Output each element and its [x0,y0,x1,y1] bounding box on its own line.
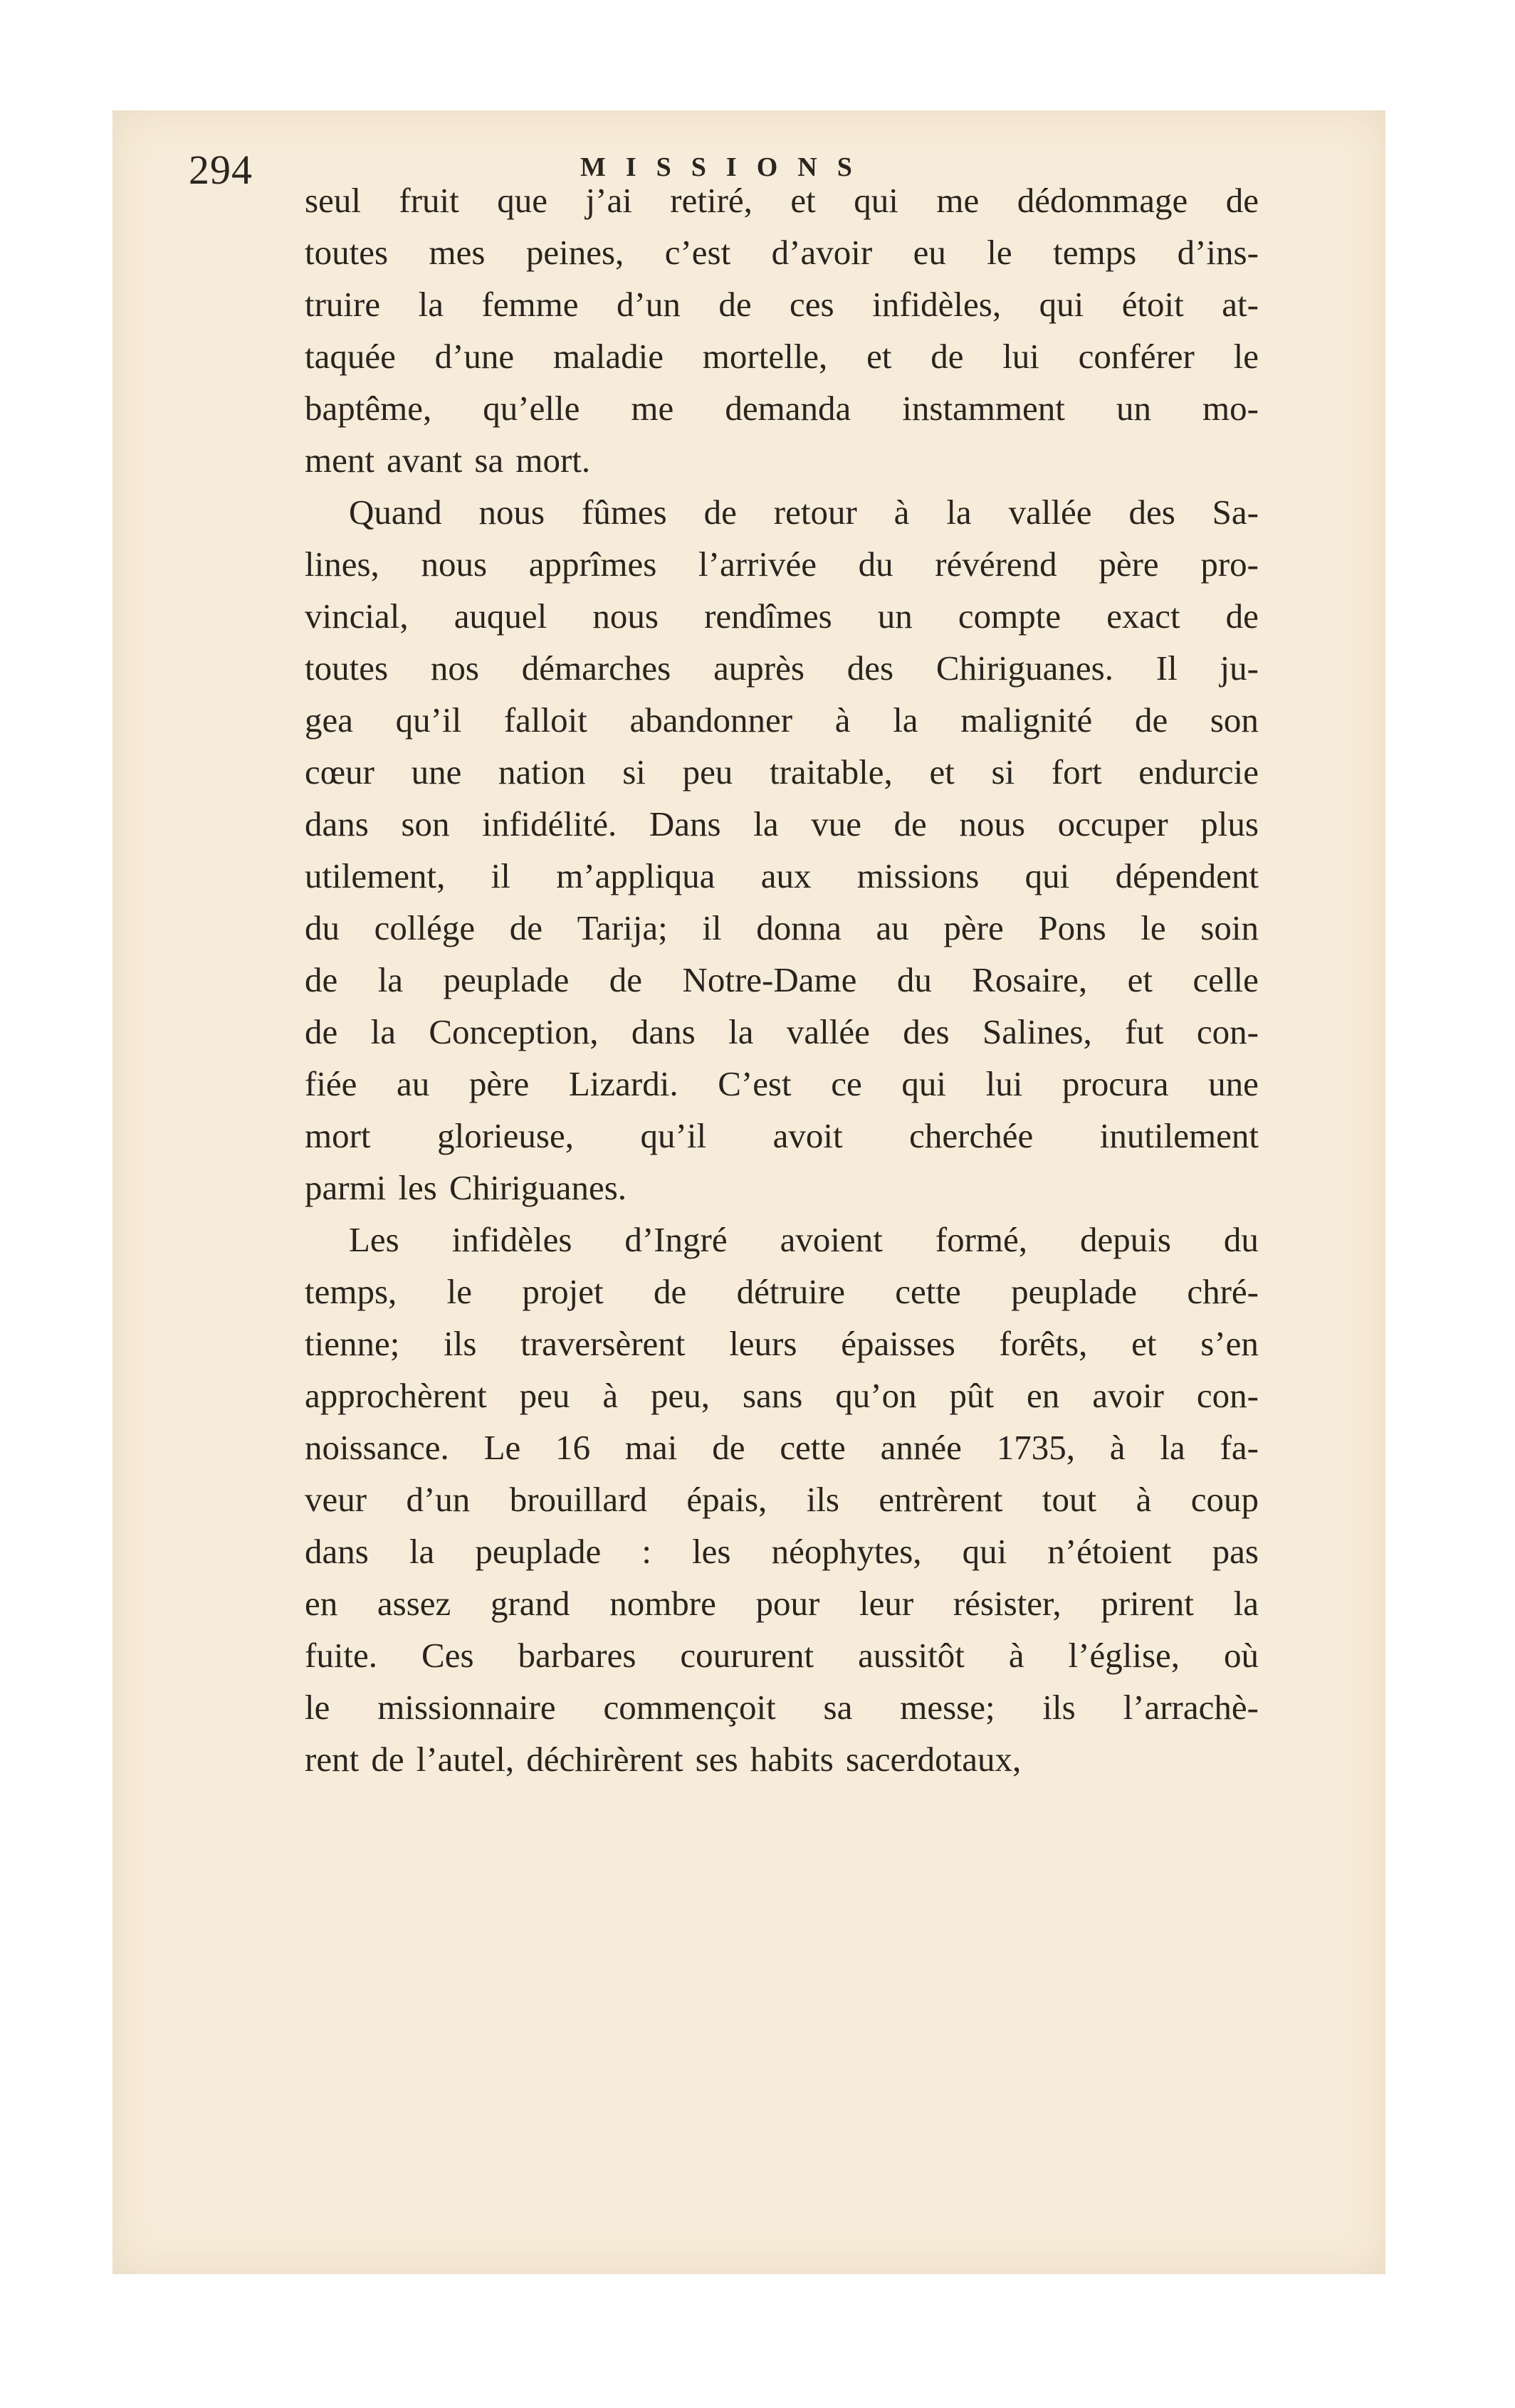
word: 1735, [996,1428,1075,1467]
word: sa [474,441,504,480]
word: le [305,1688,330,1727]
word: tienne; [305,1324,400,1363]
word: la [418,285,444,324]
word: un [877,596,913,636]
word: la [946,493,972,532]
word: qu’il [640,1116,707,1155]
word: en [305,1584,338,1623]
text-line [305,278,1259,330]
word: père [468,1064,530,1103]
word: collége [374,908,476,947]
word: ils [1042,1688,1076,1727]
word: fiée [305,1064,357,1103]
word: de [1225,596,1259,636]
word: Conception, [429,1012,599,1051]
text-line [305,1681,1259,1733]
word: habits [750,1740,834,1779]
word: d’un [406,1480,471,1519]
text-line [305,330,1259,382]
word: et [1127,960,1153,999]
word: auquel [454,596,547,636]
word: pas [1212,1532,1259,1571]
word: peuplade [475,1532,602,1571]
text-line [305,798,1259,850]
word: at- [1222,285,1259,324]
text-line [305,1421,1259,1473]
word: barbares [518,1636,636,1675]
word: femme [481,285,579,324]
text-line [305,746,1259,798]
word: noissance. [305,1428,449,1467]
word: du [1223,1220,1259,1259]
word: grand [490,1584,570,1623]
word: mortelle, [702,337,828,376]
word: toutes [305,648,389,688]
word: révérend [935,545,1057,584]
word: peuplade [1011,1272,1137,1311]
word: des [903,1012,950,1051]
word: con- [1196,1376,1259,1415]
word: aux [760,856,812,895]
text-line [305,1577,1259,1629]
word: dans [305,804,369,843]
text-line [305,1525,1259,1577]
word: à [602,1376,619,1415]
word: malignité [960,700,1093,740]
word: seul [305,181,361,220]
word: et [929,752,955,792]
word: de [371,1740,404,1779]
word: nombre [609,1584,716,1623]
word: Les [349,1220,399,1259]
word: les [692,1532,731,1571]
word: père [1099,545,1159,584]
word: ce [831,1064,862,1103]
word: lui [985,1064,1023,1103]
text-line [305,174,1259,226]
word: cette [780,1428,846,1467]
word: donna [756,908,842,947]
word: déchirèrent [526,1740,683,1779]
word: d’avoir [771,233,873,272]
word: de [718,285,752,324]
word: maladie [552,337,664,376]
word: toutes [305,233,389,272]
word: où [1224,1636,1259,1675]
word: à [834,700,851,740]
word: vallée [1008,493,1092,532]
word: et [1131,1324,1157,1363]
word: si [622,752,646,792]
word: peu, [651,1376,711,1415]
page-number: 294 [189,147,253,193]
word: avant [387,441,463,480]
word: veur [305,1480,367,1519]
word: fut [1125,1012,1164,1051]
word: que [497,181,548,220]
word: dans [631,1012,696,1051]
word: qui [1024,856,1070,895]
word: sa [823,1688,853,1727]
text-line [305,1162,1259,1214]
word: plus [1200,804,1259,843]
word: aussitôt [858,1636,965,1675]
word: assez [377,1584,451,1623]
word: Lizardi. [568,1064,678,1103]
word: nous [592,596,659,636]
word: la [377,960,404,999]
word: infidélité. [482,804,617,843]
word: fruit [399,181,459,220]
text-line [305,694,1259,746]
word: con- [1196,1012,1259,1051]
word: un [1116,389,1151,428]
text-line [305,1110,1259,1162]
word: de [509,908,542,947]
text-line [305,1266,1259,1318]
word: résister, [953,1584,1061,1623]
word: avoient [780,1220,883,1259]
text-line [305,1318,1259,1369]
word: fuite. [305,1636,378,1675]
word: infidèles [451,1220,572,1259]
word: m’appliqua [556,856,715,895]
text-line [305,434,1259,486]
word: temps, [305,1272,397,1311]
word: le [1141,908,1166,947]
word: qui [962,1532,1007,1571]
text-line [305,1214,1259,1266]
text-line [305,382,1259,434]
word: le [1233,337,1259,376]
word: parmi [305,1168,387,1207]
word: peu [682,752,733,792]
word: procura [1061,1064,1169,1103]
word: à [1008,1636,1024,1675]
word: des [846,648,894,688]
word: utilement, [305,856,446,895]
word: nos [430,648,479,688]
word: projet [522,1272,604,1311]
word: détruire [736,1272,845,1311]
word: Sa- [1212,493,1259,532]
word: Il [1155,648,1178,688]
text-line [305,1473,1259,1525]
word: peuplade [443,960,570,999]
word: de [654,1272,687,1311]
word: de [703,493,737,532]
word: et [866,337,892,376]
word: cette [895,1272,961,1311]
word: qu’on [835,1376,917,1415]
word: Chiriguanes. [449,1168,627,1207]
word: une [411,752,462,792]
word: approchèrent [305,1376,487,1415]
word: étoit [1121,285,1184,324]
word: tout [1042,1480,1097,1519]
word: peu [519,1376,570,1415]
word: falloit [503,700,587,740]
word: les [398,1168,437,1207]
word: de [609,960,643,999]
word: vallée [786,1012,870,1051]
word: à [1109,1428,1126,1467]
word: abandonner [629,700,793,740]
word: ju- [1220,648,1259,688]
word: avoit [772,1116,843,1155]
word: Notre-Dame [682,960,857,999]
word: d’une [434,337,515,376]
word: dédommage [1017,181,1188,220]
word: la [728,1012,754,1051]
word: dépendent [1115,856,1259,895]
word: c’est [664,233,731,272]
word: l’autel, [416,1740,515,1779]
word: l’arrachè- [1123,1688,1259,1727]
word: leur [859,1584,914,1623]
word: j’ai [585,181,632,220]
text-line [305,1058,1259,1110]
word: son [1210,700,1259,740]
word: sans [742,1376,803,1415]
word: des [1128,493,1175,532]
word: 16 [555,1428,591,1467]
word: glorieuse, [437,1116,574,1155]
word: pour [755,1584,820,1623]
word: son [401,804,450,843]
word: qu’elle [483,389,580,428]
word: si [991,752,1015,792]
word: retiré, [670,181,753,220]
word: ses [695,1740,738,1779]
word: il [702,908,722,947]
word: ils [806,1480,839,1519]
word: néophytes, [771,1532,922,1571]
word: le [446,1272,473,1311]
text-line [305,1369,1259,1421]
word: la [1160,1428,1185,1467]
text-line [305,1629,1259,1681]
word: endurcie [1138,752,1259,792]
word: formé, [935,1220,1028,1259]
word: qu’il [395,700,462,740]
word: depuis [1080,1220,1171,1259]
word: chré- [1187,1272,1259,1311]
word: n’étoient [1047,1532,1172,1571]
word: temps [1053,233,1137,272]
word: la [753,804,779,843]
word: infidèles, [872,285,1002,324]
word: la [1233,1584,1259,1623]
word: vue [811,804,861,843]
word: cherchée [909,1116,1034,1155]
word: nation [498,752,586,792]
word: occuper [1057,804,1168,843]
word: C’est [718,1064,792,1103]
word: de [712,1428,745,1467]
word: celle [1192,960,1259,999]
word: truire [305,285,381,324]
word: d’un [617,285,681,324]
word: conférer [1078,337,1195,376]
text-line [305,590,1259,642]
word: apprîmes [528,545,657,584]
word: lui [1002,337,1039,376]
word: demanda [725,389,851,428]
text-line [305,850,1259,902]
word: Chiriguanes. [935,648,1113,688]
word: taquée [305,337,396,376]
word: Le [483,1428,521,1467]
word: Rosaire, [972,960,1088,999]
word: pro- [1200,545,1259,584]
word: exact [1106,596,1180,636]
word: à [893,493,910,532]
word: qui [854,181,898,220]
word: commençoit [603,1688,776,1727]
word: la [370,1012,396,1051]
word: vincial, [305,596,409,636]
word: démarches [521,648,671,688]
word: en [1027,1376,1060,1415]
word: brouillard [509,1480,647,1519]
word: au [876,908,909,947]
word: la [893,700,918,740]
word: une [1208,1064,1259,1103]
word: fûmes [582,493,667,532]
word: de [1134,700,1168,740]
word: cœur [305,752,374,792]
word: de [1225,181,1259,220]
word: missions [856,856,980,895]
word: inutilement [1099,1116,1259,1155]
text-line [305,642,1259,694]
word: gea [305,700,353,740]
running-title: MISSIONS [580,152,872,182]
word: rendîmes [704,596,832,636]
word: qui [901,1064,946,1103]
word: traversèrent [520,1324,686,1363]
text-line [305,954,1259,1006]
word: mes [429,233,486,272]
word: Quand [349,493,442,532]
word: me [631,389,674,428]
word: ces [790,285,834,324]
word: Pons [1038,908,1106,947]
word: année [880,1428,962,1467]
word: du [305,908,340,947]
word: mort. [515,441,591,480]
word: au [397,1064,430,1103]
word: sacerdotaux, [845,1740,1022,1779]
word: du [896,960,932,999]
word: d’ins- [1177,233,1259,272]
word: le [987,233,1012,272]
word: à [1136,1480,1152,1519]
word: de [305,1012,338,1051]
word: épais, [686,1480,767,1519]
word: nous [478,493,545,532]
word: coururent [680,1636,814,1675]
word: de [931,337,964,376]
word: leurs [729,1324,797,1363]
body-text [305,174,1259,1785]
word: messe; [900,1688,995,1727]
word: me [936,181,980,220]
word: l’église, [1068,1636,1180,1675]
word: l’arrivée [698,545,817,584]
word: nous [421,545,488,584]
word: eu [913,233,946,272]
word: Dans [649,804,721,843]
word: lines, [305,545,379,584]
word: Ces [421,1636,474,1675]
word: de [305,960,338,999]
word: qui [1039,285,1084,324]
word: retour [773,493,857,532]
word: instamment [902,389,1065,428]
word: soin [1200,908,1259,947]
word: du [858,545,893,584]
word: prirent [1101,1584,1194,1623]
word: fa- [1220,1428,1259,1467]
text-line [305,486,1259,538]
word: Salines, [982,1012,1092,1051]
word: peines, [525,233,624,272]
word: de [893,804,927,843]
word: mai [624,1428,678,1467]
word: père [943,908,1004,947]
word: ment [305,441,374,480]
word: traitable, [769,752,893,792]
word: Tarija; [577,908,668,947]
word: mo- [1202,389,1259,428]
text-line [305,1006,1259,1058]
text-line [305,226,1259,278]
word: baptême, [305,389,432,428]
word: pût [949,1376,995,1415]
text-line [305,1733,1259,1785]
word: avoir [1092,1376,1164,1415]
word: dans [305,1532,369,1571]
word: auprès [713,648,804,688]
word: il [491,856,510,895]
word: épaisses [841,1324,955,1363]
word: ils [444,1324,477,1363]
word: s’en [1200,1324,1259,1363]
word: nous [959,804,1025,843]
word: compte [958,596,1061,636]
word: entrèrent [879,1480,1003,1519]
word: mort [305,1116,371,1155]
text-line [305,538,1259,590]
word: fort [1051,752,1102,792]
word: : [641,1532,651,1571]
word: forêts, [999,1324,1088,1363]
word: la [409,1532,435,1571]
word: missionnaire [377,1688,556,1727]
word: coup [1190,1480,1259,1519]
text-line [305,902,1259,954]
word: d’Ingré [624,1220,728,1259]
word: rent [305,1740,360,1779]
word: et [790,181,816,220]
